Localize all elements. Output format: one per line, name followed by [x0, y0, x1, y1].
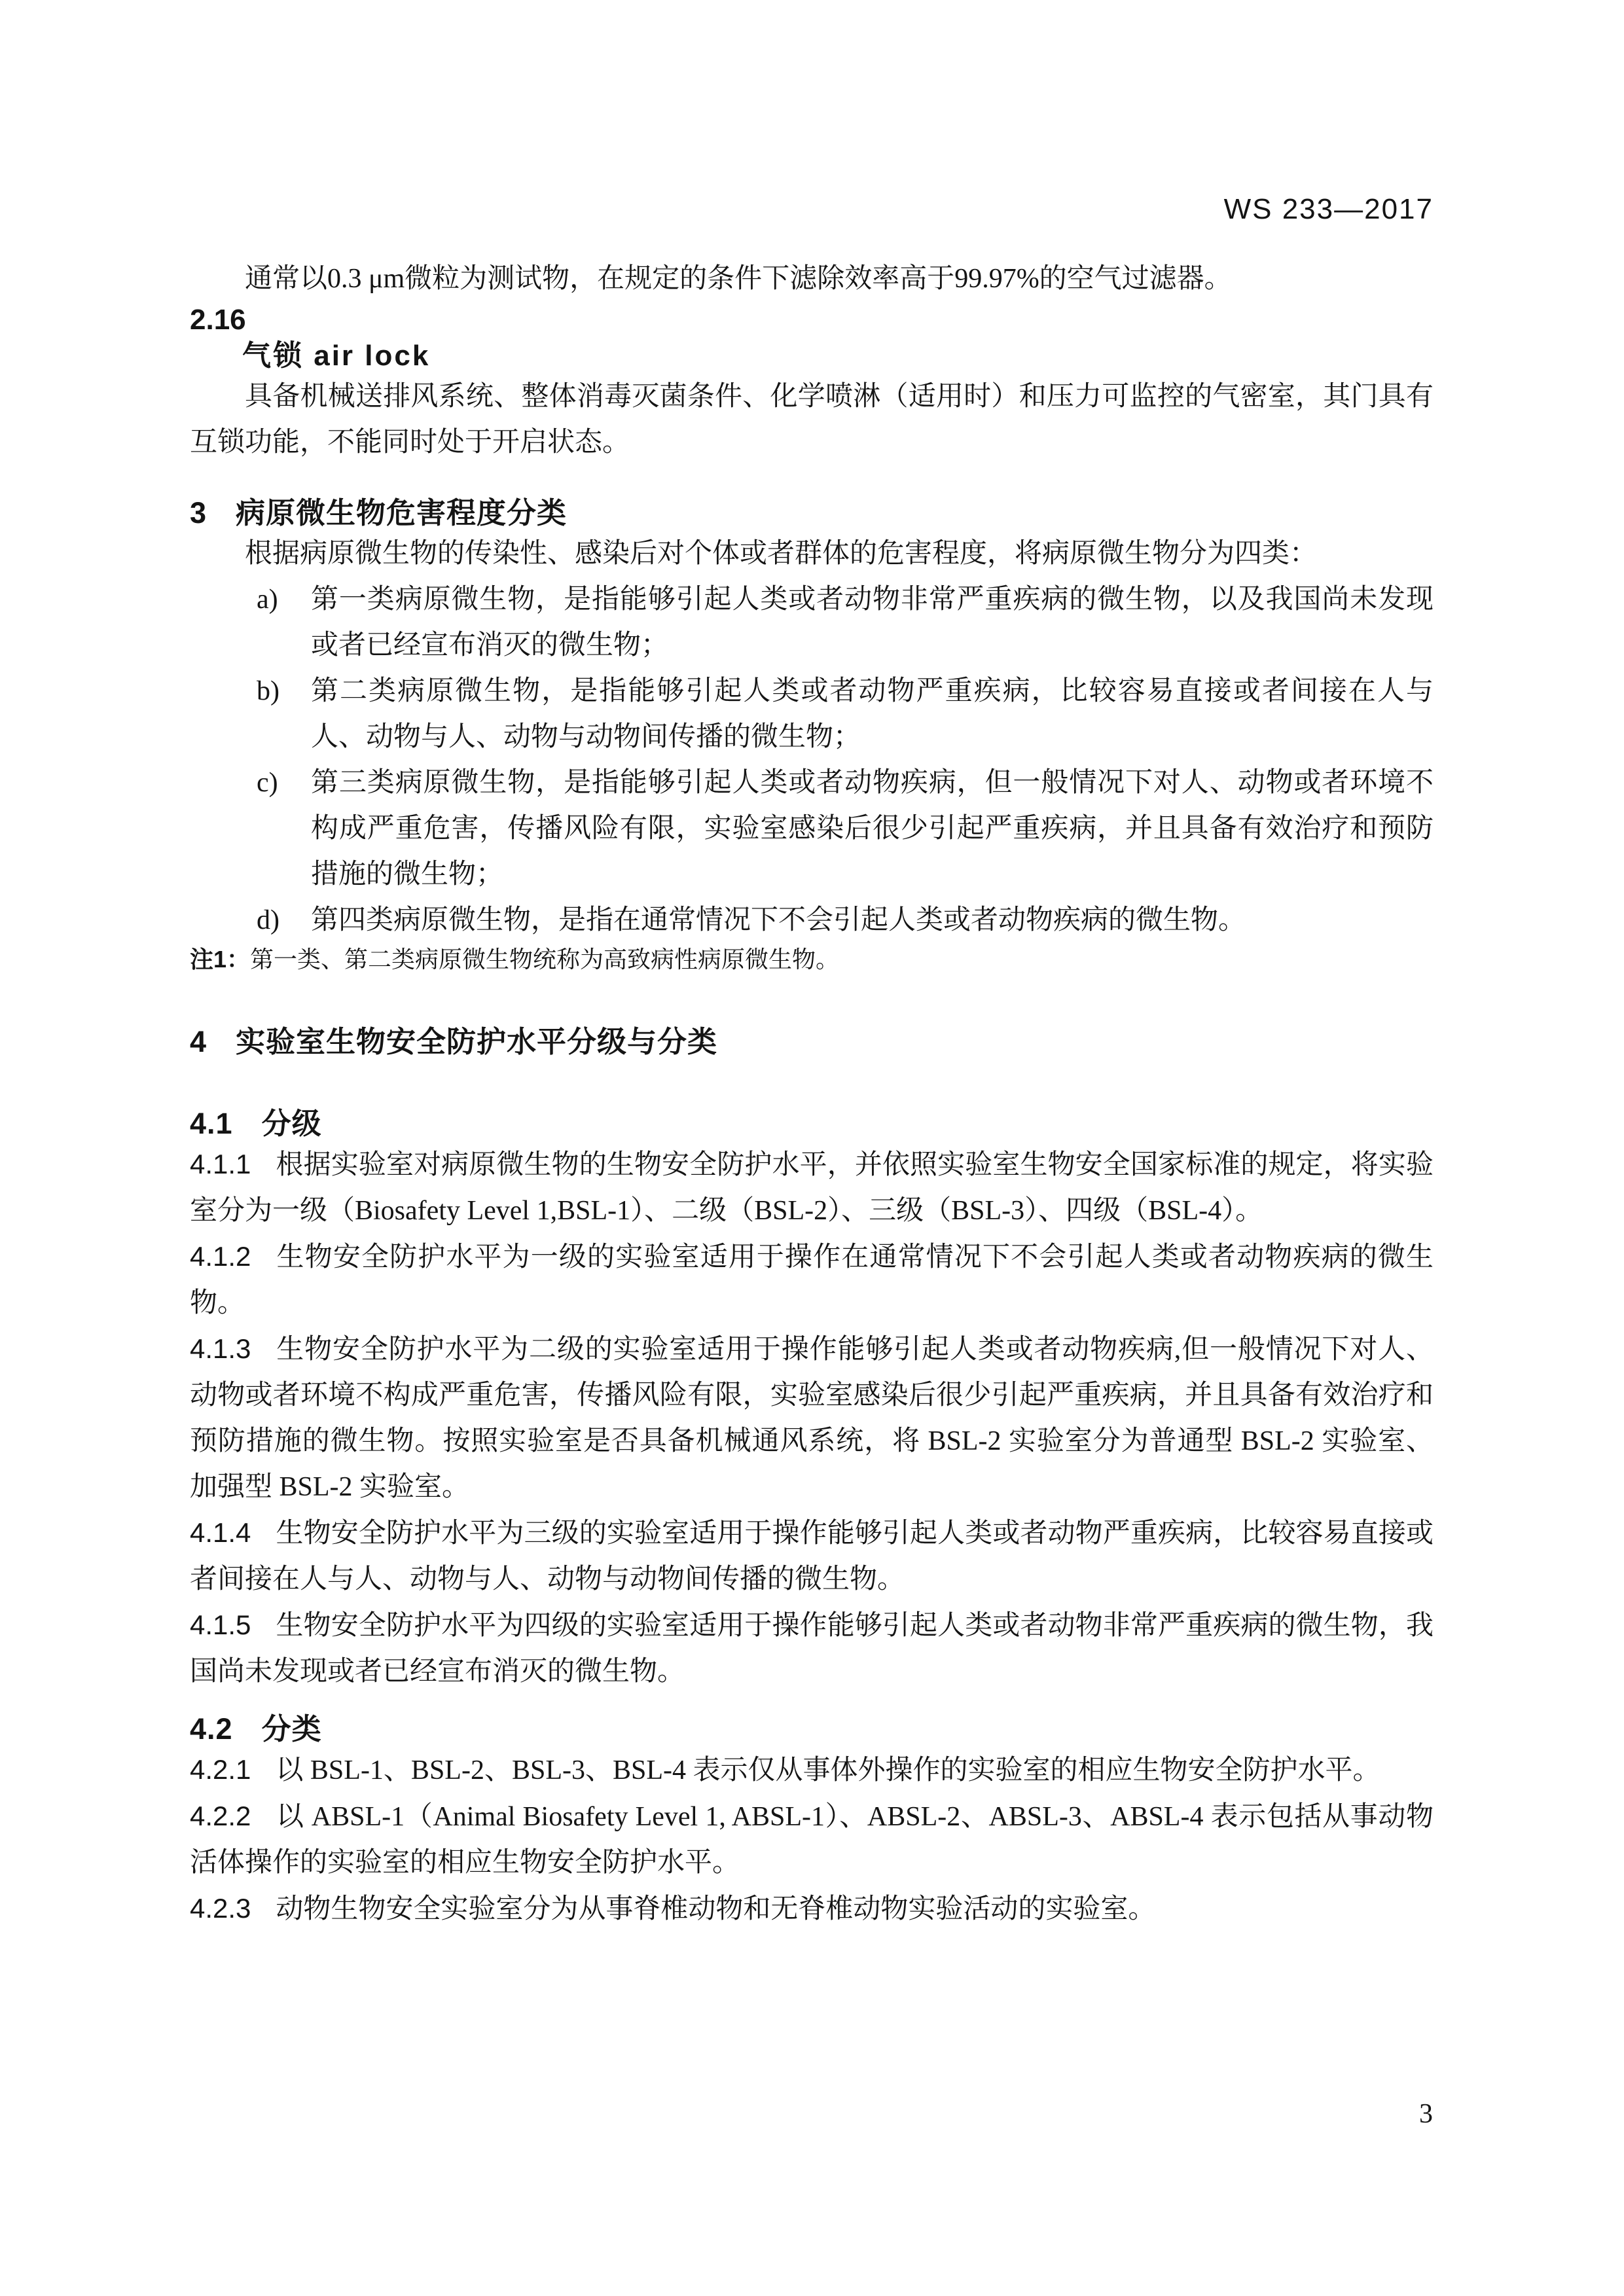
list-item-b [190, 668, 1434, 760]
clause-4-1-4 [190, 1510, 1434, 1602]
clause-4-1-2 [190, 1234, 1434, 1326]
section-number: 3 [190, 496, 208, 529]
item-text: 第三类病原微生物，是指能够引起人类或者动物疾病，但一般情况下对人、动物或者环境不构成严重危害，传播风险有限，实验室感染后很少引起严重疾病，并且具备有效治疗和预防措施的微生物； [311, 768, 1434, 889]
clause-4-1-1 [190, 1141, 1434, 1234]
clause-number: 4.1.4 [190, 1517, 251, 1548]
term-clause-number: 2.16 [190, 304, 246, 336]
clause-text: 以 ABSL-1（Animal Biosafety Level 1, ABSL-1）、ABSL-2、ABSL-3、ABSL-4 表示包括从事动物活体操作的实验室的相应生物安全防护水平。 [190, 1802, 1434, 1878]
clause-number: 4.2.2 [190, 1801, 251, 1831]
doc-header-standard-number: WS 233—2017 [1223, 193, 1434, 225]
note-1 [190, 943, 1434, 976]
section-heading-3 [190, 495, 1434, 531]
item-text: 第四类病原微生物，是指在通常情况下不会引起人类或者动物疾病的微生物。 [311, 905, 1246, 935]
clause-text: 生物安全防护水平为三级的实验室适用于操作能够引起人类或者动物严重疾病，比较容易直接或者间接在人与人、动物与人、动物与动物间传播的微生物。 [190, 1518, 1434, 1594]
clause-text: 以 BSL-1、BSL-2、BSL-3、BSL-4 表示仅从事体外操作的实验室的相应生物安全防护水平。 [276, 1755, 1380, 1785]
paragraph-classification-intro: 根据病原微生物的传染性、感染后对个体或者群体的危害程度，将病原微生物分为四类： [245, 539, 1318, 569]
clause-4-2-2 [190, 1793, 1434, 1886]
clause-text: 生物安全防护水平为四级的实验室适用于操作能够引起人类或者动物非常严重疾病的微生物，我国尚未发现或者已经宣布消灭的微生物。 [190, 1611, 1434, 1687]
note-text: 第一类、第二类病原微生物统称为高致病性病原微生物。 [250, 946, 840, 973]
subsection-number: 4.2 [190, 1712, 233, 1746]
item-label: d) [257, 905, 280, 935]
list-item-d [190, 897, 1434, 943]
clause-text: 生物安全防护水平为二级的实验室适用于操作能够引起人类或者动物疾病,但一般情况下对人、动物或者环境不构成严重危害，传播风险有限，实验室感染后很少引起严重疾病，并且具备有效治疗和预防措施的微生物。按照实验室是否具备机械通风系统，将 BSL-2 实验室分为普通型 BSL-2 实验室、加强型 BSL-2 实验室。 [190, 1335, 1434, 1502]
subsection-heading-4-1 [190, 1105, 1434, 1141]
subsection-heading-4-2 [190, 1711, 1434, 1747]
note-label: 注1： [190, 946, 251, 973]
page-number: 3 [1419, 2099, 1433, 2129]
list-item-a [190, 577, 1434, 668]
section-title: 实验室生物安全防护水平分级与分类 [236, 1025, 718, 1058]
clause-number: 4.2.1 [190, 1754, 251, 1785]
item-text: 第一类病原微生物，是指能够引起人类或者动物非常严重疾病的微生物，以及我国尚未发现或者已经宣布消灭的微生物； [311, 584, 1434, 660]
clause-text: 动物生物安全实验室分为从事脊椎动物和无脊椎动物实验活动的实验室。 [276, 1894, 1156, 1924]
section-title: 病原微生物危害程度分类 [236, 496, 568, 529]
paragraph-airlock-definition: 具备机械送排风系统、整体消毒灭菌条件、化学喷淋（适用时）和压力可监控的气密室，其门具有互锁功能，不能同时处于开启状态。 [190, 382, 1434, 457]
clause-4-2-3 [190, 1886, 1434, 1932]
paragraph-hepa-definition: 通常以0.3 μm微粒为测试物，在规定的条件下滤除效率高于99.97%的空气过滤器。 [245, 264, 1232, 294]
term-heading-airlock: 气锁 air lock [242, 340, 431, 372]
subsection-title: 分类 [261, 1712, 322, 1746]
clause-4-1-5 [190, 1602, 1434, 1695]
item-label: a) [257, 584, 278, 615]
clause-text: 根据实验室对病原微生物的生物安全防护水平，并依照实验室生物安全国家标准的规定，将实验室分为一级（Biosafety Level 1,BSL-1）、二级（BSL-2）、三级（BSL-3）、四级（BSL-4）。 [190, 1150, 1434, 1226]
clause-text: 生物安全防护水平为一级的实验室适用于操作在通常情况下不会引起人类或者动物疾病的微生物。 [190, 1242, 1434, 1318]
subsection-number: 4.1 [190, 1107, 233, 1140]
section-number: 4 [190, 1025, 208, 1058]
page-content [190, 0, 1434, 1932]
clause-4-1-3 [190, 1326, 1434, 1510]
subsection-title: 分级 [261, 1107, 322, 1140]
clause-number: 4.1.5 [190, 1609, 251, 1640]
item-text: 第二类病原微生物，是指能够引起人类或者动物严重疾病，比较容易直接或者间接在人与人、动物与人、动物与动物间传播的微生物； [311, 676, 1434, 752]
item-label: c) [257, 768, 278, 798]
item-label: b) [257, 676, 280, 706]
clause-4-2-1 [190, 1747, 1434, 1793]
section-heading-4 [190, 1024, 1434, 1060]
clause-number: 4.1.3 [190, 1333, 251, 1364]
clause-number: 4.1.2 [190, 1241, 251, 1272]
list-item-c [190, 760, 1434, 897]
clause-number: 4.1.1 [190, 1149, 251, 1179]
clause-number: 4.2.3 [190, 1893, 251, 1924]
